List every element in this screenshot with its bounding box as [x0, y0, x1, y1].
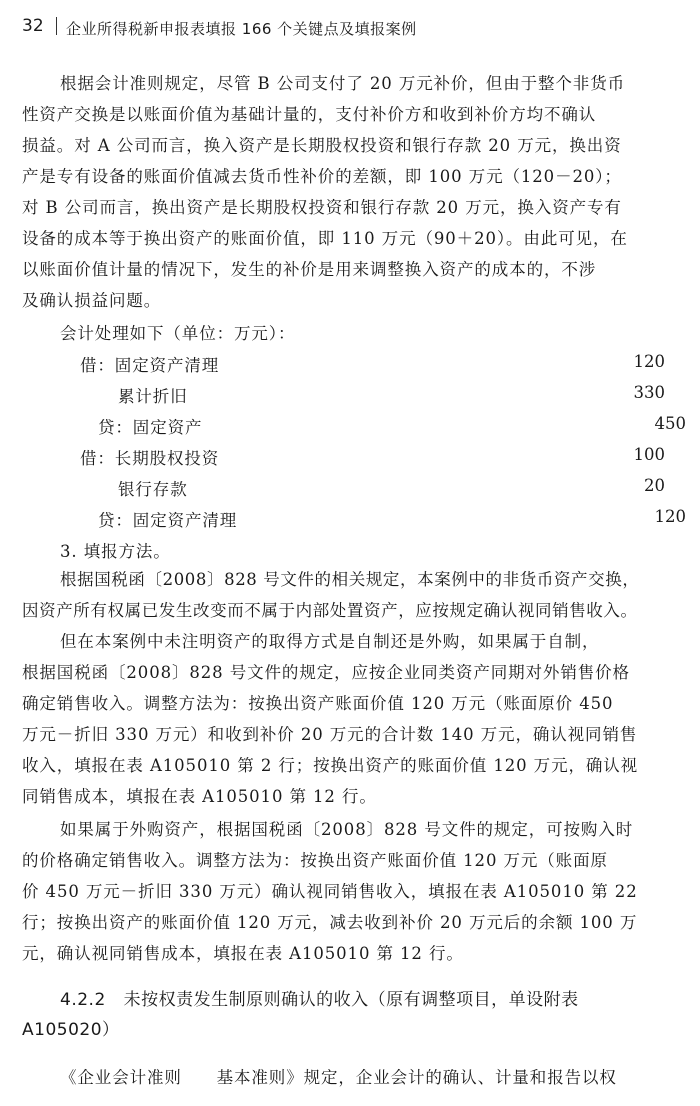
- entry-amount: 20: [644, 476, 665, 495]
- step-heading: 3. 填报方法。: [60, 542, 171, 561]
- text-line: 《企业会计准则 基本准则》规定，企业会计的确认、计量和报告以权: [60, 1068, 617, 1087]
- section-heading: [22, 985, 692, 1045]
- text-line: 元，确认视同销售成本，填报在表 A105010 第 12 行。: [22, 944, 464, 963]
- text-line: 性资产交换是以账面价值为基础计量的，支付补价方和收到补价方均不确认: [22, 105, 597, 124]
- text-line: 根据国税函〔2008〕828 号文件的相关规定，本案例中的非货币资产交换，: [60, 570, 640, 589]
- entry-label: 借：长期股权投资: [80, 449, 220, 468]
- paragraph-basic-standard: [22, 1062, 686, 1093]
- paragraph-purchased: [22, 814, 686, 969]
- text-line: 但在本案例中未注明资产的取得方式是自制还是外购，如果属于自制，: [60, 632, 600, 651]
- text-line: 价 450 万元－折旧 330 万元）确认视同销售收入，填报在表 A105010 第 22: [22, 882, 638, 901]
- text-line: 因资产所有权属已发生改变而不属于内部处置资产，应按规定确认视同销售收入。: [22, 601, 638, 620]
- text-line: 设备的成本等于换出资产的账面价值，即 110 万元（90＋20）。由此可见，在: [22, 229, 628, 248]
- page-number: 32: [22, 16, 44, 36]
- book-title: 企业所得税新申报表填报 166 个关键点及填报案例: [66, 20, 417, 38]
- text-line: 及确认损益问题。: [22, 291, 162, 310]
- entry-label: 银行存款: [118, 480, 188, 499]
- text-line: 根据会计准则规定，尽管 B 公司支付了 20 万元补价，但由于整个非货币: [60, 74, 626, 93]
- entry-amount: 120: [654, 507, 686, 526]
- text-line: 如果属于外购资产，根据国税函〔2008〕828 号文件的规定，可按购入时: [60, 820, 634, 839]
- entry-amount: 120: [633, 352, 665, 371]
- entry-label: 贷：固定资产清理: [98, 511, 238, 530]
- entry-label: 借：固定资产清理: [80, 356, 220, 375]
- paragraph-tax-circular: [22, 564, 686, 626]
- text-line: 万元－折旧 330 万元）和收到补价 20 万元的合计数 140 万元，确认视同销售: [22, 725, 638, 744]
- section-title-continued: A105020）: [22, 1020, 120, 1040]
- paragraph-accounting-standard: [22, 68, 686, 316]
- section-number: 4.2.2: [60, 990, 106, 1010]
- header-divider: [56, 17, 57, 35]
- entry-label: 贷：固定资产: [98, 418, 203, 437]
- text-line: 损益。对 A 公司而言，换入资产是长期股权投资和银行存款 20 万元，换出资: [22, 136, 622, 155]
- text-line: 对 B 公司而言，换出资产是长期股权投资和银行存款 20 万元，换入资产专有: [22, 198, 622, 217]
- entry-amount: 330: [633, 383, 665, 402]
- text-line: 行；按换出资产的账面价值 120 万元，减去收到补价 20 万元后的余额 100 万: [22, 913, 638, 932]
- section-title: 未按权责发生制原则确认的收入（原有调整项目，单设附表: [123, 990, 579, 1010]
- text-line: 收入，填报在表 A105010 第 2 行；按换出资产的账面价值 120 万元，确认视: [22, 756, 639, 775]
- journal-heading: 会计处理如下（单位：万元）：: [60, 324, 296, 343]
- text-line: 根据国税函〔2008〕828 号文件的规定，应按企业同类资产同期对外销售价格: [22, 663, 630, 682]
- entry-amount: 450: [654, 414, 686, 433]
- entry-amount: 100: [633, 445, 665, 464]
- text-line: 以账面价值计量的情况下，发生的补价是用来调整换入资产的成本的，不涉: [22, 260, 597, 279]
- entry-label: 累计折旧: [118, 387, 188, 406]
- paragraph-self-made: [22, 626, 686, 812]
- running-header: [22, 12, 682, 42]
- text-line: 同销售成本，填报在表 A105010 第 12 行。: [22, 787, 377, 806]
- text-line: 的价格确定销售收入。调整方法为：按换出资产账面价值 120 万元（账面原: [22, 851, 608, 870]
- text-line: 确定销售收入。调整方法为：按换出资产账面价值 120 万元（账面原价 450: [22, 694, 614, 713]
- text-line: 产是专有设备的账面价值减去货币性补价的差额，即 100 万元（120－20）；: [22, 167, 622, 186]
